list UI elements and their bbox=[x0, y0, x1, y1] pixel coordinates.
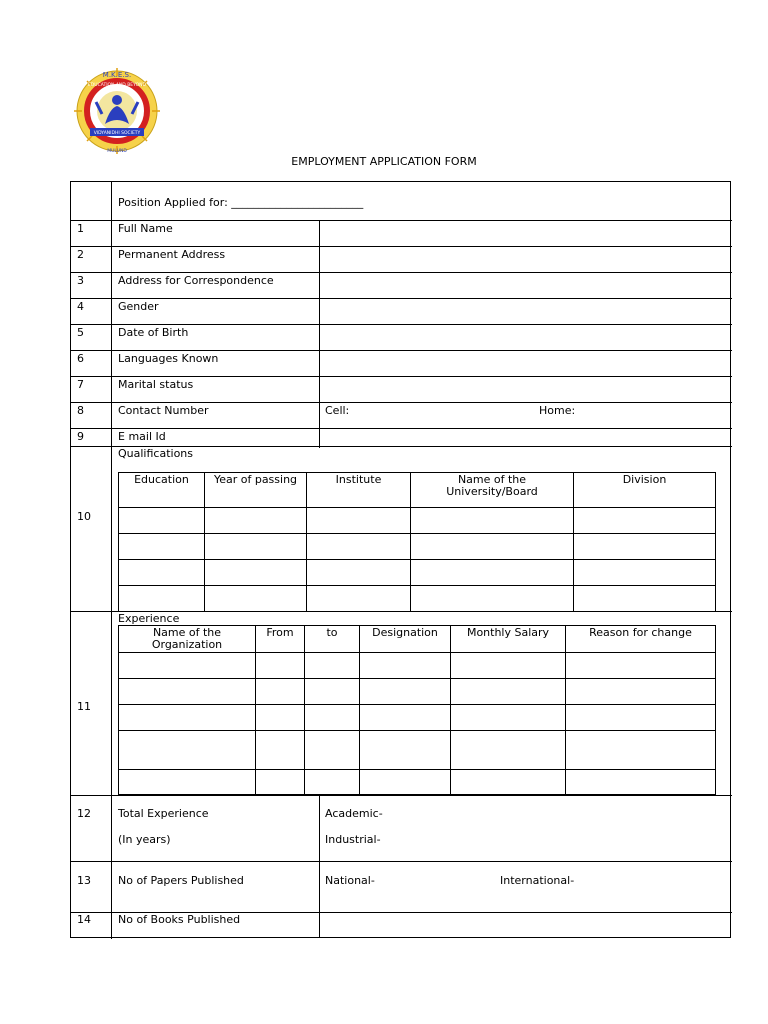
row-number: 7 bbox=[77, 378, 84, 391]
experience-table bbox=[118, 625, 716, 795]
row-number: 14 bbox=[77, 913, 91, 926]
marital-status-label: Marital status bbox=[118, 378, 194, 391]
papers-published-label: No of Papers Published bbox=[118, 874, 244, 887]
cell-input[interactable] bbox=[353, 403, 533, 428]
row-number: 12 bbox=[77, 807, 91, 820]
books-published-label: No of Books Published bbox=[118, 913, 241, 926]
row-number: 9 bbox=[77, 430, 84, 443]
academic-label: Academic- bbox=[325, 807, 383, 820]
languages-known-label: Languages Known bbox=[118, 352, 219, 365]
gender-input[interactable] bbox=[320, 299, 731, 324]
email-label: E mail Id bbox=[118, 430, 166, 443]
institution-logo bbox=[72, 66, 162, 156]
permanent-address-input[interactable] bbox=[320, 247, 731, 272]
svg-text:MULUND: MULUND bbox=[107, 149, 127, 154]
experience-label: Experience bbox=[118, 612, 180, 625]
row-number: 6 bbox=[77, 352, 84, 365]
qualifications-label: Qualifications bbox=[118, 447, 194, 460]
correspondence-address-label: Address for Correspondence bbox=[118, 274, 274, 287]
total-experience-label: Total Experience bbox=[118, 807, 209, 820]
column-header: Division bbox=[622, 473, 667, 486]
contact-number-label: Contact Number bbox=[118, 404, 209, 417]
row-number: 10 bbox=[77, 510, 91, 523]
full-name-label: Full Name bbox=[118, 222, 173, 235]
correspondence-address-input[interactable] bbox=[320, 273, 731, 298]
full-name-input[interactable] bbox=[320, 221, 731, 246]
svg-text:EDUCATION AND BEYOND: EDUCATION AND BEYOND bbox=[87, 83, 147, 88]
international-label: International- bbox=[500, 874, 575, 887]
row-number: 5 bbox=[77, 326, 84, 339]
languages-known-input[interactable] bbox=[320, 351, 731, 376]
column-header: to bbox=[326, 626, 338, 639]
books-published-input[interactable] bbox=[320, 913, 731, 938]
industrial-label: Industrial- bbox=[325, 833, 381, 846]
permanent-address-label: Permanent Address bbox=[118, 248, 226, 261]
home-input[interactable] bbox=[576, 403, 731, 428]
svg-text:VIDYANIDHI SOCIETY: VIDYANIDHI SOCIETY bbox=[93, 131, 141, 136]
qualifications-table bbox=[118, 472, 716, 612]
column-header: Reason for change bbox=[589, 626, 692, 639]
column-header: Name of the University/Board bbox=[446, 473, 538, 498]
home-label: Home: bbox=[539, 404, 576, 417]
application-form-table bbox=[70, 181, 731, 938]
row-number: 8 bbox=[77, 404, 84, 417]
column-header: Institute bbox=[335, 473, 382, 486]
date-of-birth-label: Date of Birth bbox=[118, 326, 189, 339]
position-applied-field[interactable]: Position Applied for: ________________________ bbox=[118, 196, 364, 209]
marital-status-input[interactable] bbox=[320, 377, 731, 402]
in-years-label: (In years) bbox=[118, 833, 171, 846]
row-number: 1 bbox=[77, 222, 84, 235]
gender-label: Gender bbox=[118, 300, 159, 313]
column-header: From bbox=[266, 626, 294, 639]
row-number: 3 bbox=[77, 274, 84, 287]
cell-label: Cell: bbox=[325, 404, 350, 417]
column-header: Monthly Salary bbox=[466, 626, 550, 639]
column-header: Education bbox=[134, 473, 189, 486]
form-title: EMPLOYMENT APPLICATION FORM bbox=[291, 155, 477, 168]
row-number: 11 bbox=[77, 700, 91, 713]
column-header: Designation bbox=[372, 626, 438, 639]
svg-text:M.K.E.S.: M.K.E.S. bbox=[102, 71, 132, 79]
national-label: National- bbox=[325, 874, 375, 887]
row-number: 13 bbox=[77, 874, 91, 887]
row-number: 4 bbox=[77, 300, 84, 313]
column-header: Name of the Organization bbox=[151, 626, 223, 651]
column-header: Year of passing bbox=[213, 473, 298, 486]
date-of-birth-input[interactable] bbox=[320, 325, 731, 350]
email-input[interactable] bbox=[320, 429, 731, 446]
row-number: 2 bbox=[77, 248, 84, 261]
